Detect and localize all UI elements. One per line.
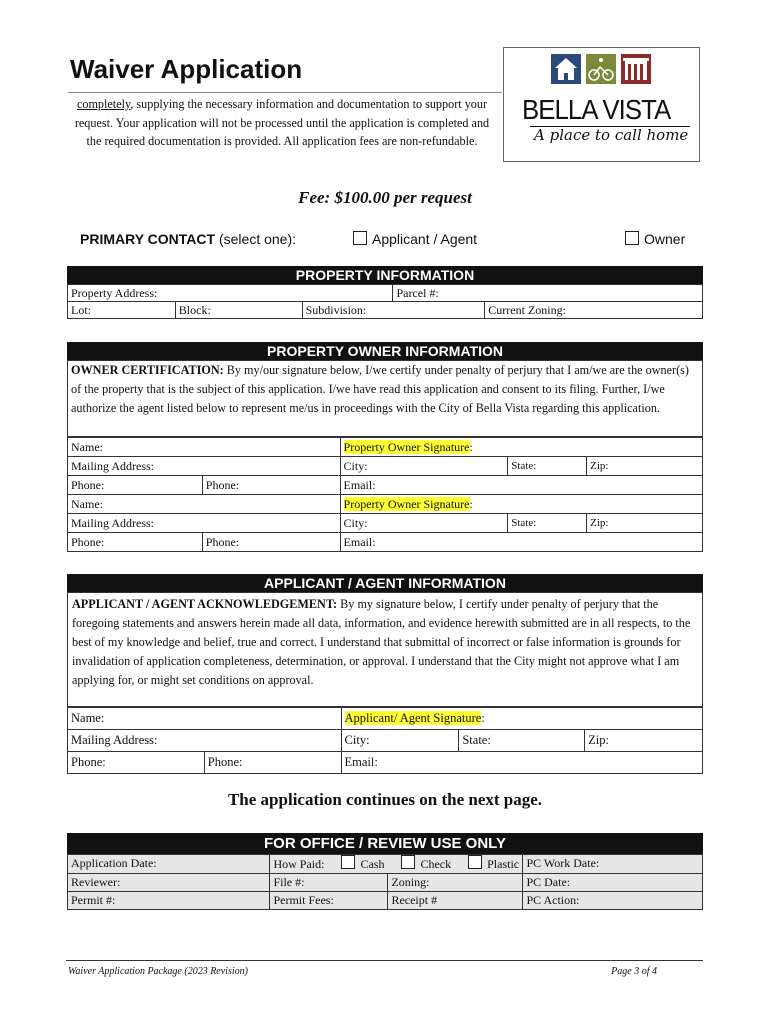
owner1-email-field[interactable]: Email: [340,476,702,495]
owner2-city-field[interactable]: City: [340,514,508,533]
fee-text: Fee: $100.00 per request [298,188,472,207]
owner-certification-body: By my/our signature below, I/we certify under penalty of perjury that I am/we are the owner(s) of the property that is the subject of this application. I/we have read this application and consent to its filing. Further, I/we authorize the agent listed below to represent me/us in proceedings with the City of Bella Vista regarding this application. [71,363,689,415]
owner1-phone2-field[interactable]: Phone: [202,476,340,495]
owner2-phone-field[interactable]: Phone: [68,533,203,552]
applicant-signature-colon: : [481,711,485,725]
plastic-label: Plastic [487,857,520,871]
continue-note: The application continues on the next page. [227,790,543,809]
applicant-agent-option[interactable] [353,231,477,247]
applicant-zip-field[interactable]: Zip: [585,730,703,752]
check-checkbox[interactable] [401,855,415,869]
owner1-mailing-field[interactable]: Mailing Address: [68,457,341,476]
applicant-phone-field[interactable]: Phone: [68,752,205,774]
owner2-name-field[interactable]: Name: [68,495,341,514]
owner1-zip-field[interactable]: Zip: [587,457,703,476]
applicant-agent-checkbox[interactable] [353,231,367,245]
owner1-state-field[interactable]: State: [508,457,587,476]
applicant-mailing-field[interactable]: Mailing Address: [68,730,342,752]
primary-contact-label [80,231,296,247]
pc-work-date-field[interactable]: PC Work Date: [523,855,703,874]
file-number-field[interactable]: File #: [270,874,388,892]
owner-label: Owner [644,231,686,247]
pc-date-field[interactable]: PC Date: [523,874,703,892]
lot-field[interactable]: Lot: [68,302,176,319]
logo-name: BELLA VISTA [522,94,671,125]
owner-certification-text [68,361,702,418]
plastic-checkbox[interactable] [468,855,482,869]
applicant-ack-text [68,593,702,690]
block-field[interactable]: Block: [175,302,302,319]
primary-contact-bold: PRIMARY CONTACT [80,231,216,247]
owner-checkbox[interactable] [625,231,639,245]
check-label: Check [420,857,452,871]
owner1-signature-label: Property Owner Signature [343,440,470,454]
owner2-mailing-field[interactable]: Mailing Address: [68,514,341,533]
how-paid-field[interactable] [270,855,523,874]
applicant-phone2-field[interactable]: Phone: [204,752,341,774]
applicant-signature-label: Applicant/ Agent Signature [344,711,482,725]
house-icon [551,54,581,84]
application-date-field[interactable]: Application Date: [68,855,270,874]
applicant-email-field[interactable]: Email: [341,752,702,774]
owner1-phone-field[interactable]: Phone: [68,476,203,495]
office-use-table [67,854,703,910]
cash-label: Cash [360,857,385,871]
owner2-email-field[interactable]: Email: [340,533,702,552]
current-zoning-field[interactable]: Current Zoning: [485,302,703,319]
permit-number-field[interactable]: Permit #: [68,892,270,910]
owner-info-heading: PROPERTY OWNER INFORMATION [67,342,703,360]
property-info-heading: PROPERTY INFORMATION [67,266,703,284]
applicant-state-field[interactable]: State: [459,730,585,752]
owner1-name-field[interactable]: Name: [68,438,341,457]
applicant-ack-label: APPLICANT / AGENT ACKNOWLEDGEMENT: [72,597,338,611]
applicant-city-field[interactable]: City: [341,730,459,752]
footer-divider [66,960,703,961]
applicant-ack-box [67,592,703,707]
owner-certification-box [67,360,703,437]
office-zoning-field[interactable]: Zoning: [388,874,523,892]
title-divider [68,92,502,93]
owner2-phone2-field[interactable]: Phone: [202,533,340,552]
property-address-field[interactable]: Property Address: [68,285,393,302]
applicant-signature-field[interactable] [341,708,702,730]
owner2-signature-field[interactable] [340,495,702,514]
applicant-info-heading: APPLICANT / AGENT INFORMATION [67,574,703,592]
footer-page-number: Page 3 of 4 [611,966,657,977]
intro-text: , supplying the necessary information and documentation to support your request. Your application will not be processed until the application is completed and the required documentation is provided. All application fees are non-refundable. [74,97,490,148]
applicant-name-field[interactable]: Name: [68,708,342,730]
owner-fields-table [67,437,703,552]
applicant-agent-label: Applicant / Agent [372,231,478,247]
owner-certification-label: OWNER CERTIFICATION: [71,363,224,377]
owner1-signature-field[interactable] [340,438,702,457]
owner-option[interactable] [625,231,685,247]
intro-paragraph [74,95,490,151]
reviewer-field[interactable]: Reviewer: [68,874,270,892]
owner1-signature-colon: : [469,440,473,454]
logo-tagline: A place to call home [534,126,689,144]
bella-vista-logo [503,47,700,162]
owner2-signature-colon: : [469,497,473,511]
owner1-city-field[interactable]: City: [340,457,508,476]
property-info-table-rows [67,284,703,319]
subdivision-field[interactable]: Subdivision: [302,302,485,319]
intro-underlined-word: completely [76,97,131,111]
applicant-fields-table [67,707,703,774]
permit-fees-field[interactable]: Permit Fees: [270,892,388,910]
owner2-state-field[interactable]: State: [508,514,587,533]
office-use-heading: FOR OFFICE / REVIEW USE ONLY [67,833,703,854]
footer-document-name: Waiver Application Package (2023 Revision) [68,966,248,977]
owner2-zip-field[interactable]: Zip: [587,514,703,533]
pc-action-field[interactable]: PC Action: [523,892,703,910]
bicycle-icon [586,54,616,84]
parcel-field[interactable]: Parcel #: [393,285,703,302]
receipt-number-field[interactable]: Receipt # [388,892,523,910]
building-icon [621,54,651,84]
cash-checkbox[interactable] [341,855,355,869]
how-paid-label: How Paid: [273,857,325,871]
page-title: Waiver Application [70,54,303,84]
applicant-ack-body: By my signature below, I certify under penalty of perjury that the foregoing statements and answers herein made all data, information, and evidence herewith submitted are in all respects, to the best of my knowledge and belief, true and correct. I understand that submittal of incorrect or false information is grounds for invalidation of application completeness, determination, or approval. I understand that the City might not approve what I am applying for, or might set conditions on approval. [72,597,691,687]
primary-contact-rest: (select one): [215,231,297,247]
owner2-signature-label: Property Owner Signature [343,497,470,511]
